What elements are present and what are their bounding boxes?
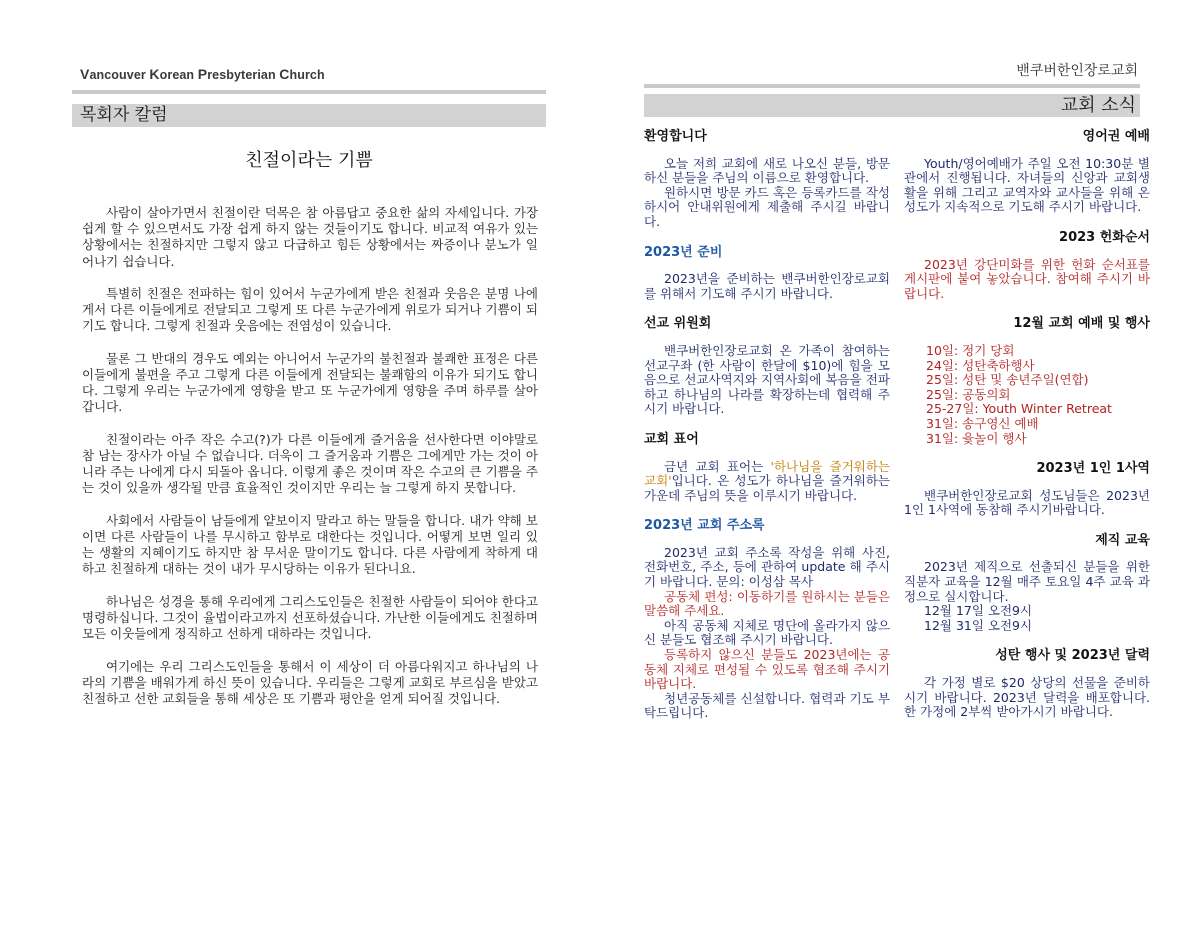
news-mission	[644, 317, 890, 417]
column-paragraph: 여기에는 우리 그리스도인들을 통해서 이 세상이 더 아름다워지고 하나님의 나라의 기쁨을 배워가게 하신 뜻이 있습니다. 우리들은 그렇게 교회로 부르심을 받았고 친절하고 선한 교회들을 통해 세상은 또 기쁨과 평안을 얻게 되어질 것입니다.	[82, 658, 538, 706]
training-date: 12월 17일 오전9시	[924, 603, 1033, 619]
news-heading: 제직 교육	[1095, 532, 1150, 548]
news-column-right	[904, 130, 1150, 736]
church-name-part: resbyterian	[207, 68, 280, 82]
news-paragraph: 밴쿠버한인장로교회 온 가족이 참여하는 선교구좌 (한 사람이 한달에 $10)에 힘을 모음으로 선교사역지와 지역사회에 복음을 전파하고 하나님의 나라를 확장하는데 협력해 주시기 바랍니다.	[644, 342, 890, 417]
news-heading: 영어권 예배	[1082, 129, 1150, 144]
news-paragraph: 2023년 제직으로 선출되신 분들을 위한 직분자 교육을 12월 매주 토요일 4주 교육 과정으로 실시합니다.	[904, 559, 1150, 604]
news-one-ministry	[904, 462, 1150, 518]
news-heading: 2023 헌화순서	[1059, 229, 1150, 245]
event-item: 10일: 정기 당회	[926, 342, 1015, 358]
news-welcome	[644, 130, 890, 230]
column-paragraph: 하나님은 성경을 통해 우리에게 그리스도인들은 친절한 사람들이 되어야 한다고 명령하십니다. 그것이 율법이라고까지 선포하셨습니다. 가난한 이들에게도 친절하며 모든 이웃들에게 정직하고 선하게 대하라는 것입니다.	[82, 593, 538, 642]
news-heading: 교회 표어	[644, 431, 699, 447]
news-paragraph: 공동체 편성: 이동하기를 원하시는 분들은 말씀해 주세요.	[644, 588, 890, 619]
news-english-worship	[904, 130, 1150, 215]
event-list	[904, 344, 1150, 446]
news-paragraph: 2023년 교회 주소록 작성을 위해 사진, 전화번호, 주소, 등에 관하여 update 해 주시기 바랍니다. 문의: 이성삼 목사	[644, 544, 890, 590]
header-rule	[644, 84, 1140, 88]
news-text	[644, 272, 890, 301]
news-text	[904, 157, 1150, 215]
news-heading: 환영합니다	[644, 129, 707, 144]
news-motto	[644, 433, 890, 503]
event-item: 31일: 윷놀이 행사	[926, 430, 1027, 446]
news-flowers	[904, 231, 1150, 301]
event-item: 25일: 공동의회	[926, 386, 1011, 402]
church-name-cap: V	[80, 66, 90, 82]
church-name-cap: K	[149, 66, 160, 82]
column-paragraph: 물론 그 반대의 경우도 예외는 아니어서 누군가의 불친절과 불쾌한 표정은 다른 이들에게 불편을 주고 그렇게 다른 이들에게 전달되는 불쾌함의 이유가 되기도 합니다. 그렇게 우리는 누군가에게 영향을 받고 또 누군가에게 영향을 주며 하루를 살아갑니다.	[82, 350, 538, 415]
section-bar-pastor-column: 목회자 칼럼	[72, 104, 546, 127]
news-paragraph: 청년공동체를 신설합니다. 협력과 기도 부탁드립니다.	[644, 690, 890, 721]
news-text	[644, 460, 890, 504]
news-directory	[644, 519, 890, 721]
news-text	[644, 546, 890, 721]
news-heading: 2023년 교회 주소록	[644, 518, 765, 534]
news-paragraph: 등록하지 않으신 분들도 2023년에는 공동체 지체로 편성될 수 있도록 협조해 주시기 바랍니다.	[644, 647, 890, 692]
event-item: 31일: 송구영신 예배	[926, 415, 1039, 431]
news-heading: 2023년 준비	[644, 244, 723, 260]
event-item: 24일: 성탄축하행사	[926, 357, 1035, 373]
church-name-english	[80, 66, 325, 82]
motto-pre: 금년 교회 표어는	[664, 458, 771, 474]
news-december-events	[904, 317, 1150, 446]
column-paragraph: 친절이라는 아주 작은 수고(?)가 다른 이들에게 즐거움을 선사한다면 이야말로 참 남는 장사가 아닐 수 없습니다. 더욱이 그 즐거움과 기쁨은 그에게만 가는 것이 아니라 주는 나에게 다시 되돌아 옵니다. 이렇게 좋은 것이며 작은 수고의 큰 기쁨을 주는 것이 있을까 생각될 만큼 효율적인 것이지만 우리는 늘 그렇게 하지 못합니다.	[82, 431, 538, 496]
news-paragraph: 원하시면 방문 카드 혹은 등록카드를 작성하시어 안내위원에게 제출해 주시길 바랍니다.	[644, 184, 890, 229]
church-name-cap: P	[197, 66, 208, 82]
header-rule	[72, 90, 546, 94]
news-text	[904, 258, 1150, 302]
news-paragraph: 밴쿠버한인장로교회 성도님들은 2023년 1인 1사역에 동참해 주시기바랍니다.	[904, 487, 1150, 518]
church-name-korean: 밴쿠버한인장로교회	[1016, 63, 1138, 79]
event-item: 25일: 성탄 및 송년주일(연합)	[926, 372, 1089, 388]
news-officer-training	[904, 534, 1150, 634]
event-item: 25-27일: Youth Winter Retreat	[926, 401, 1112, 417]
news-text	[644, 344, 890, 417]
training-date: 12월 31일 오전9시	[924, 617, 1033, 633]
news-heading: 성탄 행사 및 2023년 달력	[995, 648, 1150, 664]
news-text	[904, 676, 1150, 720]
news-paragraph: 아직 공동체 지체로 명단에 올라가지 않으신 분들도 협조해 주시기 바랍니다.	[644, 617, 890, 648]
news-paragraph: 2023년을 준비하는 밴쿠버한인장로교회를 위해서 기도해 주시기 바랍니다.	[644, 271, 890, 301]
news-text	[904, 560, 1150, 633]
news-heading: 2023년 1인 1사역	[1036, 461, 1150, 477]
news-heading: 선교 위원회	[644, 316, 712, 332]
column-body	[82, 205, 538, 723]
news-christmas-calendar	[904, 649, 1150, 719]
news-paragraph: 각 가정 별로 $20 상당의 선물을 준비하시기 바랍니다. 2023년 달력을 배포합니다. 한 가정에 2부씩 받아가시기 바랍니다.	[904, 675, 1150, 720]
news-paragraph: 2023년 강단미화를 위한 헌화 순서표를 게시판에 붙여 놓았습니다. 참여해 주시기 바랍니다.	[904, 256, 1150, 301]
church-name-part: hurch	[289, 68, 325, 82]
news-paragraph: 오늘 저희 교회에 새로 나오신 분들, 방문하신 분들을 주님의 이름으로 환영합니다.	[644, 155, 890, 186]
right-page	[600, 0, 1200, 927]
church-name-part: orean	[159, 68, 198, 82]
column-paragraph: 사람이 살아가면서 친절이란 덕목은 참 아름답고 중요한 삶의 자세입니다. 가장 쉽게 할 수 있으면서도 가장 쉽게 하지 않는 것들이기도 합니다. 비교적 여유가 있는 상황에서는 친절하지만 그렇지 않고 다급하고 힘든 상황에서는 짜증이나 분노가 일어나기 쉽습니다.	[82, 205, 538, 269]
church-name-cap: C	[279, 66, 290, 82]
motto-post: 입니다. 온 성도가 하나님을 즐거워하는 가운데 주님의 뜻을 이루시기 바랍니다.	[644, 473, 890, 503]
section-bar-church-news: 교회 소식	[644, 94, 1140, 117]
news-column-left	[644, 130, 890, 737]
church-name-part: ancouver	[89, 68, 150, 82]
motto-highlight: '하나님을 즐거워하는 교회'	[644, 458, 890, 489]
column-paragraph: 사회에서 사람들이 남들에게 얕보이지 말라고 하는 말들을 합니다. 내가 약해 보이면 다른 사람들이 나를 무시하고 함부로 대한다는 것입니다. 어떻게 보면 일리 있는 생활의 지혜이기도 하지만 참 무서운 말이기도 합니다. 다른 사람에게 착하게 대하고 친절하게 대하는 것이 내가 무시당하는 이유가 된다니요.	[82, 512, 538, 577]
news-heading: 12월 교회 예배 및 행사	[1013, 316, 1150, 332]
news-paragraph: Youth/영어예배가 주일 오전 10:30분 별관에서 진행됩니다. 자녀들의 신앙과 교회생활을 위해 그리고 교역자와 교사들을 위해 온 성도가 지속적으로 기도해 주시기 바랍니다.	[904, 155, 1150, 215]
news-text	[644, 157, 890, 230]
news-text	[904, 489, 1150, 518]
news-paragraph	[644, 460, 890, 504]
column-title: 친절이라는 기쁨	[245, 150, 373, 171]
column-paragraph: 특별히 친절은 전파하는 힘이 있어서 누군가에게 받은 친절과 웃음은 분명 나에게서 다른 이들에게로 전달되고 그렇게 또 다른 누군가에게 위로가 되거나 기쁨이 되기도 합니다. 그렇게 친절과 웃음에는 전염성이 있습니다.	[82, 286, 538, 334]
news-prep-2023	[644, 246, 890, 302]
